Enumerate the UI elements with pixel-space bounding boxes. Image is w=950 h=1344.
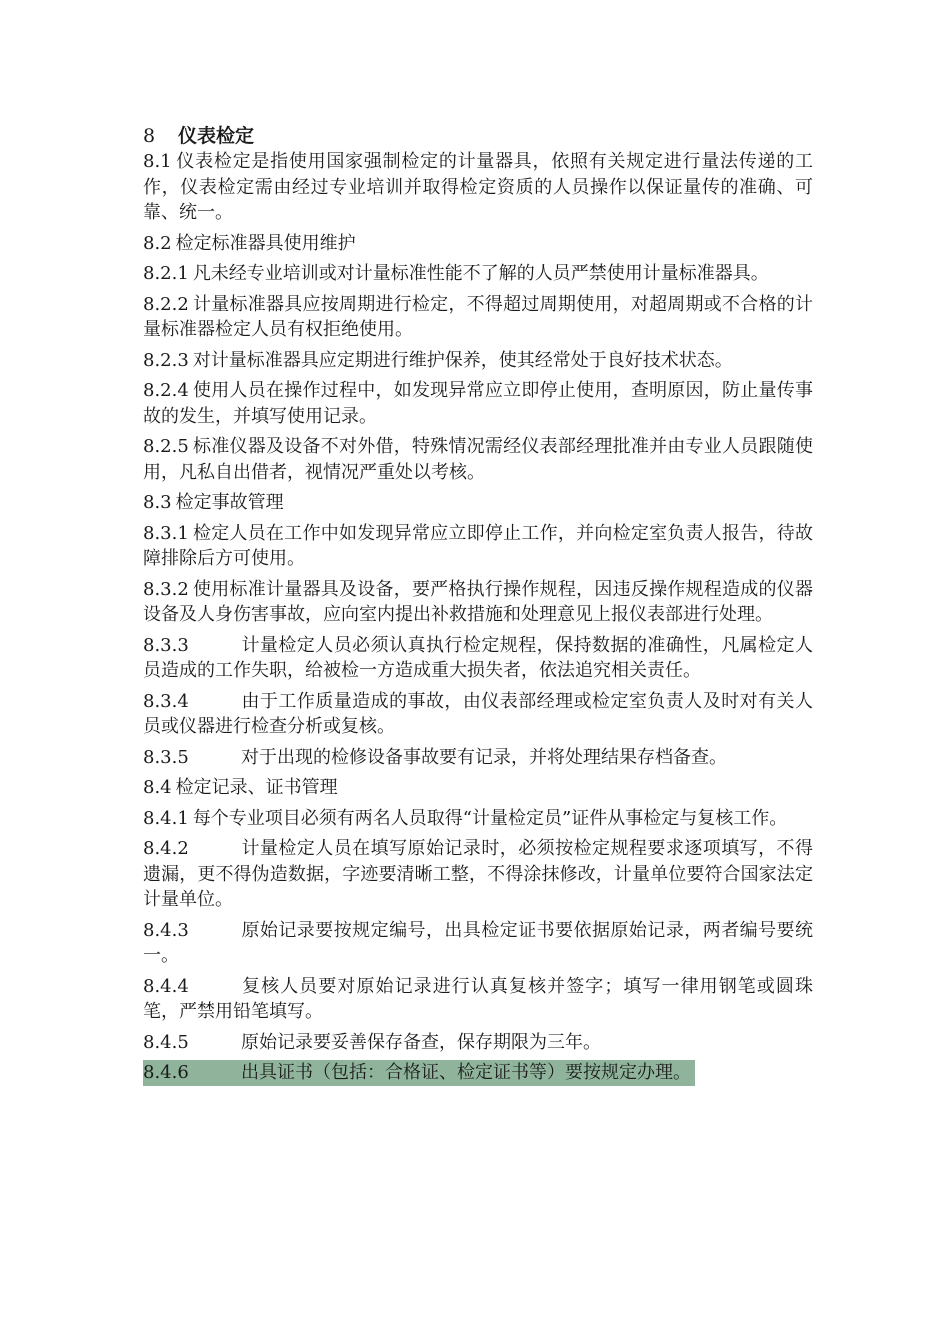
clause-text: 复核人员要对原始记录进行认真复核并签字；填写一律用钢笔或圆珠笔，严禁用铅笔填写。 (143, 975, 813, 1022)
clause-number: 8.4.5 (143, 1031, 189, 1053)
paragraph-8-4-5 (143, 1030, 813, 1056)
clause-number: 8.1 (143, 151, 172, 172)
clause-text: 仪表检定是指使用国家强制检定的计量器具，依照有关规定进行量法传递的工作，仪表检定需由经过专业培训并取得检定资质的人员操作以保证量传的准确、可靠、统一。 (143, 151, 813, 223)
clause-number: 8.4 (143, 777, 172, 798)
clause-number: 8.2.2 (143, 293, 189, 315)
clause-text: 对于出现的检修设备事故要有记录，并将处理结果存档备查。 (241, 746, 727, 768)
paragraph-8-3 (143, 490, 813, 516)
clause-number: 8.4.6 (143, 1062, 189, 1083)
section-heading (143, 124, 813, 149)
clause-number: 8.3.2 (143, 578, 189, 600)
section-title: 仪表检定 (178, 125, 255, 147)
paragraph-8-2-1 (143, 261, 813, 287)
clause-number: 8.2.1 (143, 263, 189, 284)
paragraph-8-2-2 (143, 292, 813, 343)
paragraph-8-4-1 (143, 806, 813, 832)
paragraph-8-2-4 (143, 378, 813, 429)
clause-number: 8.2.3 (143, 349, 189, 371)
clause-text: 计量检定人员必须认真执行检定规程，保持数据的准确性，凡属检定人员造成的工作失职，给被检一方造成重大损失者，依法追究相关责任。 (143, 634, 813, 681)
clause-text: 原始记录要妥善保存备查，保存期限为三年。 (241, 1031, 601, 1053)
paragraph-8-4-2 (143, 836, 813, 913)
clause-text: 使用人员在操作过程中，如发现异常应立即停止使用，查明原因，防止量传事故的发生，并填写使用记录。 (143, 380, 813, 427)
clause-number: 8.4.4 (143, 975, 189, 997)
clause-text: 检定记录、证书管理 (175, 777, 338, 798)
clause-number: 8.4.1 (143, 807, 189, 829)
paragraph-8-4 (143, 775, 813, 801)
clause-number: 8.3.3 (143, 634, 189, 656)
paragraph-8-2-5 (143, 434, 813, 485)
clause-text: 每个专业项目必须有两名人员取得“计量检定员”证件从事检定与复核工作。 (192, 807, 788, 829)
clause-text: 原始记录要按规定编号，出具检定证书要依据原始记录，两者编号要统一。 (143, 919, 813, 966)
paragraph-8-3-2 (143, 577, 813, 628)
clause-text: 检定事故管理 (175, 492, 284, 513)
clause-number: 8.2.4 (143, 380, 189, 401)
section-number: 8 (143, 125, 156, 147)
paragraph-8-3-4 (143, 689, 813, 740)
highlighted-line (143, 1060, 695, 1086)
clause-number: 8.2 (143, 232, 172, 254)
clause-text: 凡未经专业培训或对计量标准性能不了解的人员严禁使用计量标准器具。 (192, 263, 769, 284)
paragraph-8-3-1 (143, 521, 813, 572)
clause-number: 8.3.5 (143, 746, 189, 768)
document-page (143, 124, 813, 1091)
paragraph-8-3-3 (143, 633, 813, 684)
clause-number: 8.2.5 (143, 436, 189, 457)
paragraph-8-4-3 (143, 918, 813, 969)
clause-number: 8.3 (143, 492, 172, 513)
paragraph-8-4-6 (143, 1060, 813, 1086)
clause-text: 计量检定人员在填写原始记录时，必须按检定规程要求逐项填写，不得遗漏，更不得伪造数据，字迹要清晰工整，不得涂抹修改，计量单位要符合国家法定计量单位。 (143, 838, 813, 910)
clause-number: 8.4.3 (143, 919, 189, 941)
clause-text: 使用标准计量器具及设备，要严格执行操作规程，因违反操作规程造成的仪器设备及人身伤害事故，应向室内提出补救措施和处理意见上报仪表部进行处理。 (143, 578, 813, 625)
clause-number: 8.3.4 (143, 690, 189, 712)
clause-number: 8.3.1 (143, 522, 189, 544)
clause-text: 检定人员在工作中如发现异常应立即停止工作，并向检定室负责人报告，待故障排除后方可使用。 (143, 522, 813, 569)
paragraph-8-1 (143, 149, 813, 226)
clause-text: 检定标准器具使用维护 (175, 232, 356, 254)
clause-text: 由于工作质量造成的事故，由仪表部经理或检定室负责人及时对有关人员或仪器进行检查分析或复核。 (143, 690, 813, 737)
paragraph-8-2-3 (143, 348, 813, 374)
clause-text: 对计量标准器具应定期进行维护保养，使其经常处于良好技术状态。 (192, 349, 733, 371)
clause-text: 计量标准器具应按周期进行检定，不得超过周期使用，对超周期或不合格的计量标准器检定人员有权拒绝使用。 (143, 293, 813, 340)
clause-text: 标准仪器及设备不对外借，特殊情况需经仪表部经理批准并由专业人员跟随使用，凡私自出借者，视情况严重处以考核。 (143, 436, 813, 483)
paragraph-8-3-5 (143, 745, 813, 771)
clause-text: 出具证书（包括：合格证、检定证书等）要按规定办理。 (241, 1062, 691, 1083)
paragraph-8-2 (143, 231, 813, 257)
paragraph-8-4-4 (143, 974, 813, 1025)
clause-number: 8.4.2 (143, 838, 189, 859)
